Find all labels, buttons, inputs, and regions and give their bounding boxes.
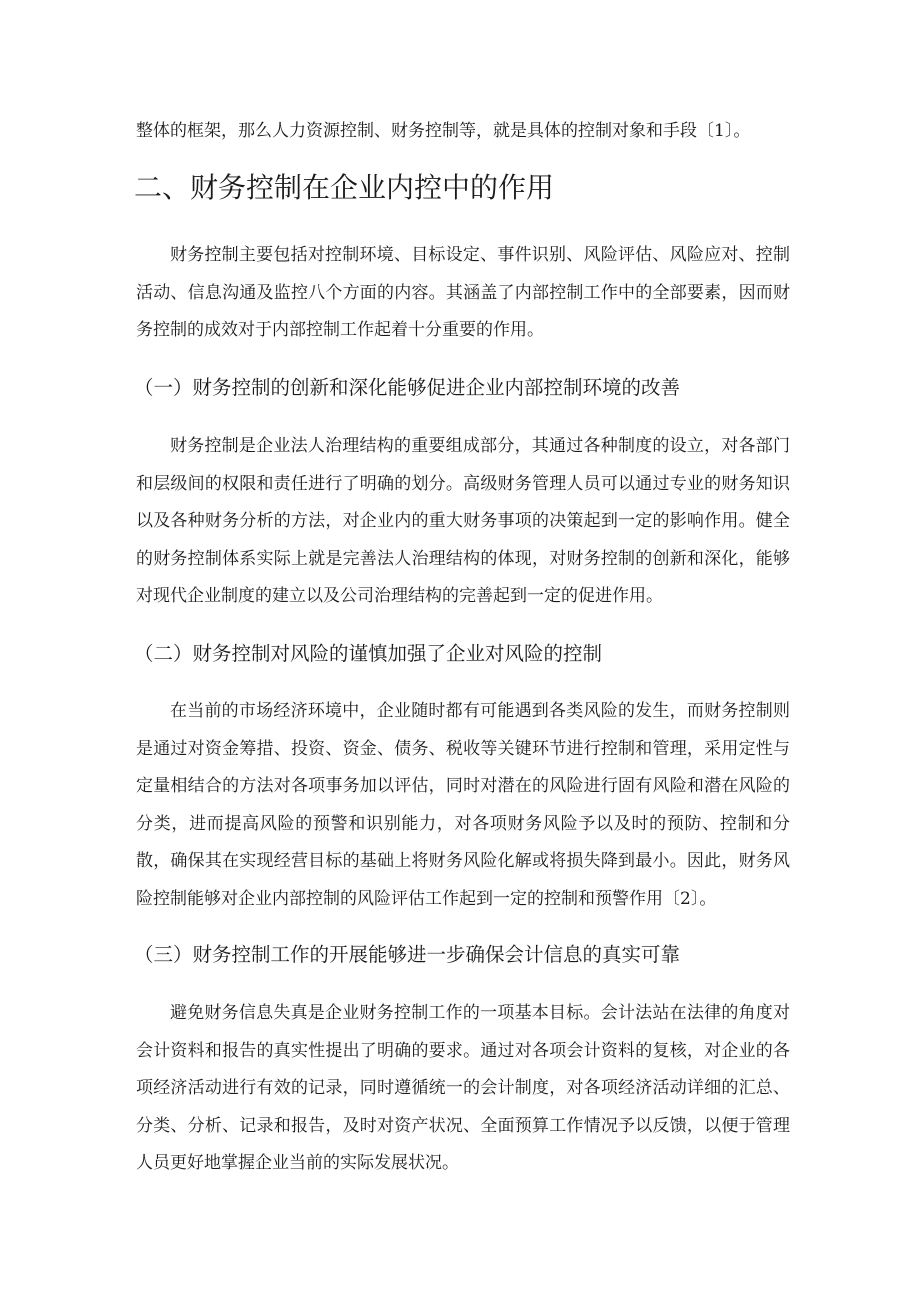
subsection-paragraph-2: 在当前的市场经济环境中，企业随时都有可能遇到各类风险的发生，而财务控制则是通过对资金筹措、投资、资金、债务、税收等关键环节进行控制和管理，采用定性与定量相结合的方法对各项事务加以评估，同时对潜在的风险进行固有风险和潜在风险的分类，进而提高风险的预警和识别能力，对各项财务风险予以及时的预防、控制和分散，确保其在实现经营目标的基础上将财务风险化解或将损失降到最小。因此，财务风险控制能够对企业内部控制的风险评估工作起到一定的控制和预警作用〔2〕。 bbox=[136, 701, 790, 909]
subsection-paragraph-1: 财务控制是企业法人治理结构的重要组成部分，其通过各种制度的设立，对各部门和层级间的权限和责任进行了明确的划分。高级财务管理人员可以通过专业的财务知识以及各种财务分析的方法，对企业内的重大财务事项的决策起到一定的影响作用。健全的财务控制体系实际上就是完善法人治理结构的体现，对财务控制的创新和深化，能够对现代企业制度的建立以及公司治理结构的完善起到一定的促进作用。 bbox=[136, 436, 790, 606]
continuation-line: 整体的框架，那么人力资源控制、财务控制等，就是具体的控制对象和手段〔1〕。 bbox=[136, 121, 751, 141]
subsection-heading-1: （一）财务控制的创新和深化能够促进企业内部控制环境的改善 bbox=[134, 376, 681, 399]
section-heading: 二、财务控制在企业内控中的作用 bbox=[134, 171, 555, 204]
subsection-heading-3: （三）财务控制工作的开展能够进一步确保会计信息的真实可靠 bbox=[134, 943, 681, 966]
subsection-heading-2: （二）财务控制对风险的谨慎加强了企业对风险的控制 bbox=[134, 642, 603, 665]
subsection-paragraph-3: 避免财务信息失真是企业财务控制工作的一项基本目标。会计法站在法律的角度对会计资料和报告的真实性提出了明确的要求。通过对各项会计资料的复核，对企业的各项经济活动进行有效的记录，同时遵循统一的会计制度，对各项经济活动详细的汇总、分类、分析、记录和报告，及时对资产状况、全面预算工作情况予以反馈，以便于管理人员更好地掌握企业当前的实际发展状况。 bbox=[136, 1003, 790, 1173]
intro-paragraph: 财务控制主要包括对控制环境、目标设定、事件识别、风险评估、风险应对、控制活动、信息沟通及监控八个方面的内容。其涵盖了内部控制工作中的全部要素，因而财务控制的成效对于内部控制工作起着十分重要的作用。 bbox=[136, 245, 790, 340]
